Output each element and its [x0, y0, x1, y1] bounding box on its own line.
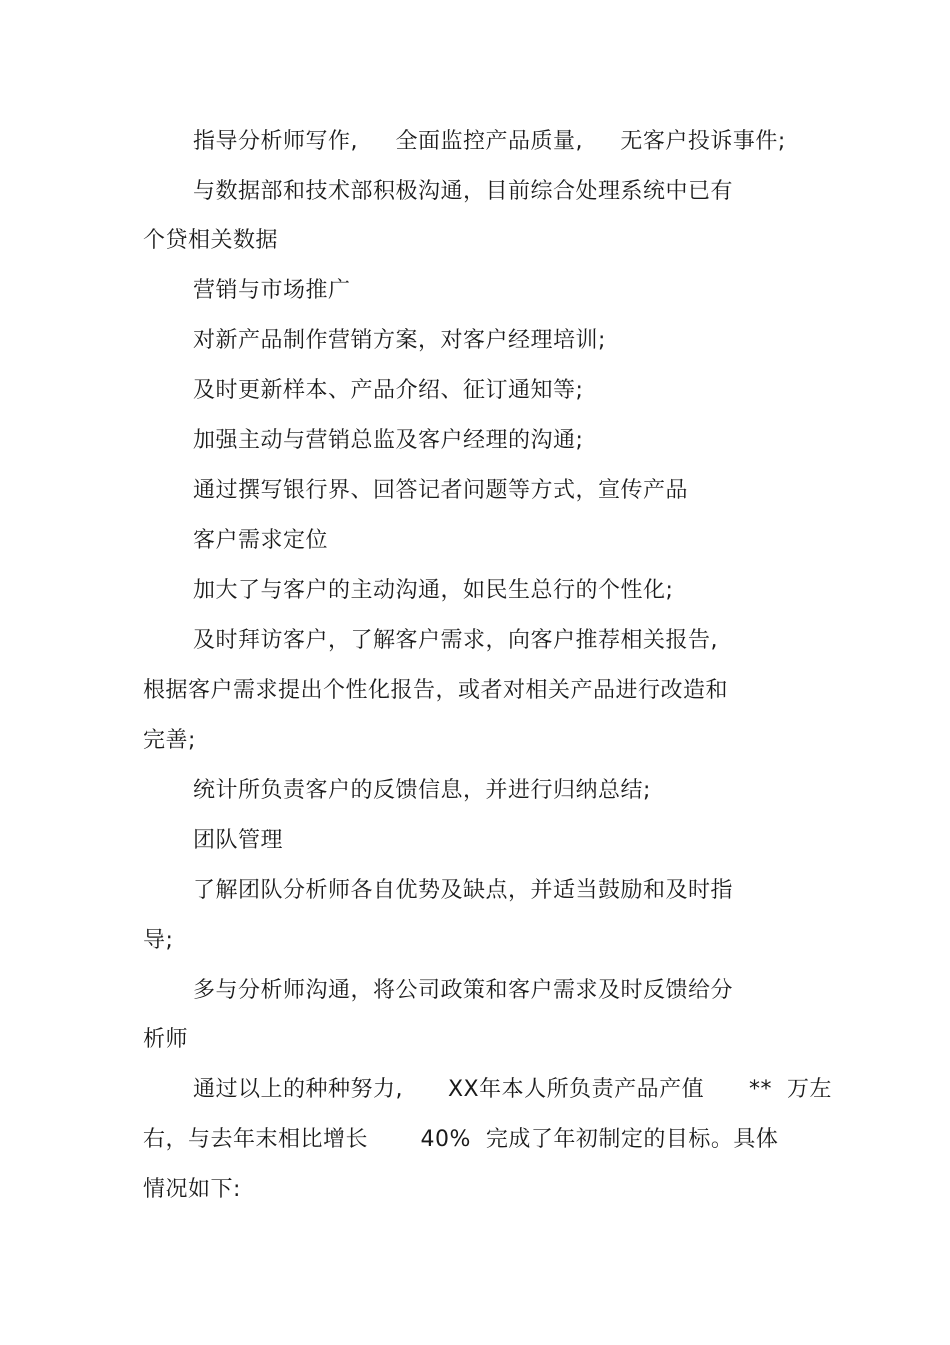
text-line: 了解团队分析师各自优势及缺点，并适当鼓励和及时指: [193, 878, 734, 903]
text-line: 指导分析师写作, 全面监控产品质量, 无客户投诉事件;: [193, 129, 786, 154]
text-line: 及时拜访客户，了解客户需求，向客户推荐相关报告,: [193, 628, 718, 653]
text-line: 析师: [143, 1027, 189, 1052]
text-line: 对新产品制作营销方案，对客户经理培训;: [193, 328, 606, 353]
text-line: 导;: [143, 928, 174, 953]
text-line: 完善;: [143, 728, 196, 753]
text-line: 右，与去年末相比增长 40% 完成了年初制定的目标。具体: [143, 1127, 779, 1152]
text-line: 通过撰写银行界、回答记者问题等方式，宣传产品: [193, 478, 689, 503]
section-heading: 营销与市场推广: [193, 278, 351, 303]
text-line: 及时更新样本、产品介绍、征订通知等;: [193, 378, 584, 403]
text-line: 根据客户需求提出个性化报告，或者对相关产品进行改造和: [143, 678, 729, 703]
text-line: 多与分析师沟通，将公司政策和客户需求及时反馈给分: [193, 978, 734, 1003]
text-line: 情况如下:: [143, 1177, 241, 1202]
text-line: 通过以上的种种努力, XX年本人所负责产品产值 ** 万左: [193, 1077, 833, 1102]
text-line: 统计所负责客户的反馈信息，并进行归纳总结;: [193, 778, 651, 803]
text-line: 个贷相关数据: [143, 228, 279, 253]
text-line: 加大了与客户的主动沟通，如民生总行的个性化;: [193, 578, 674, 603]
text-line: 加强主动与营销总监及客户经理的沟通;: [193, 428, 584, 453]
section-heading: 客户需求定位: [193, 528, 329, 553]
section-heading: 团队管理: [193, 828, 284, 853]
text-line: 与数据部和技术部积极沟通，目前综合处理系统中已有: [193, 179, 734, 204]
